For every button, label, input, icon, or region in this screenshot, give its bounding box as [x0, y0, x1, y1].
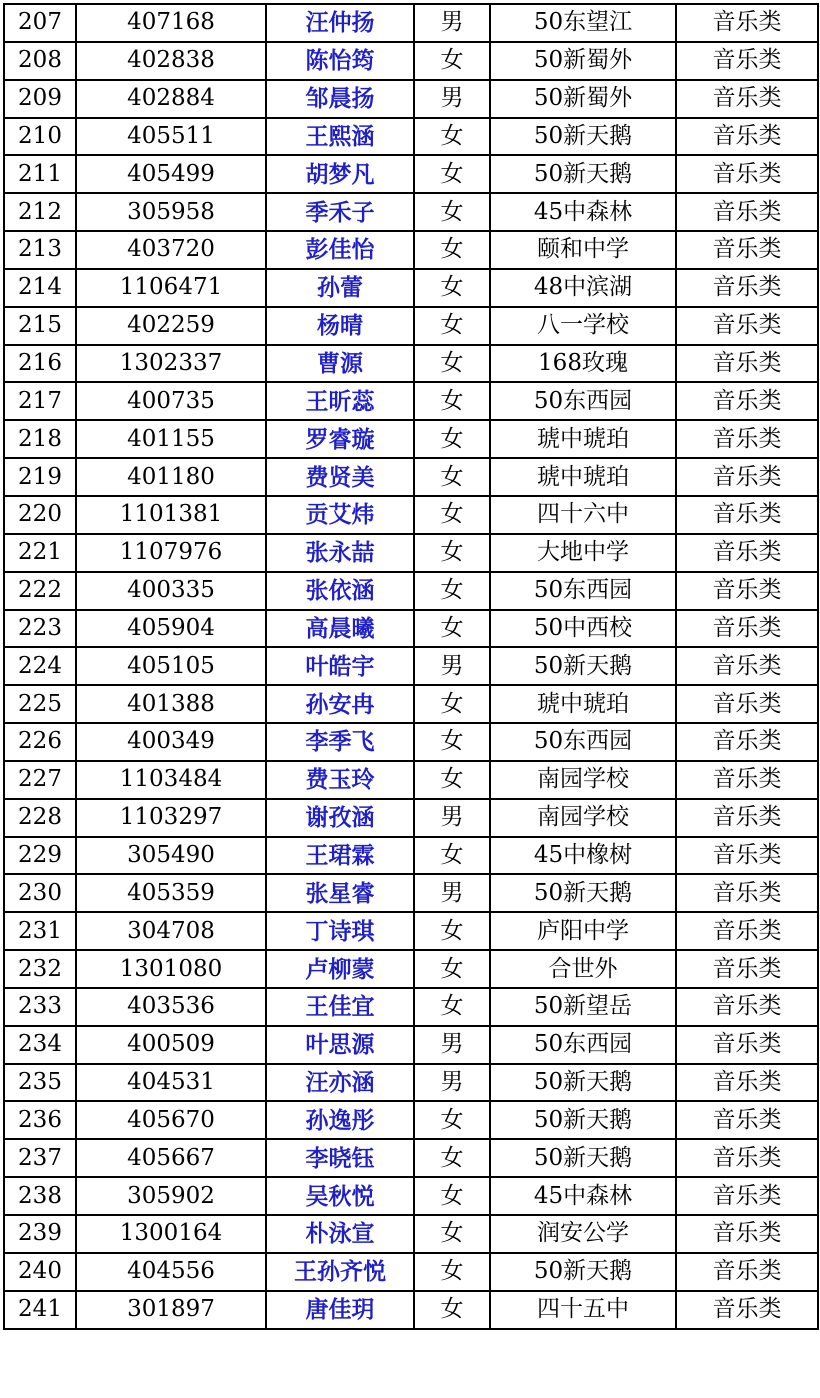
category-cell: 音乐类: [676, 4, 818, 42]
school-cell: 八一学校: [490, 307, 676, 345]
seq-cell: 214: [4, 269, 76, 307]
table-row: [4, 685, 818, 723]
table-row: [4, 269, 818, 307]
category-cell: 音乐类: [676, 874, 818, 912]
seq-cell: 224: [4, 647, 76, 685]
category-cell: 音乐类: [676, 80, 818, 118]
gender-cell: 女: [414, 458, 490, 496]
student-id-cell: 405670: [76, 1101, 266, 1139]
table-row: [4, 345, 818, 383]
school-cell: 颐和中学: [490, 231, 676, 269]
seq-cell: 232: [4, 950, 76, 988]
school-cell: 45中森林: [490, 1177, 676, 1215]
student-id-cell: 405511: [76, 118, 266, 156]
category-cell: 音乐类: [676, 1026, 818, 1064]
gender-cell: 女: [414, 193, 490, 231]
category-cell: 音乐类: [676, 572, 818, 610]
category-cell: 音乐类: [676, 723, 818, 761]
school-cell: 50东西园: [490, 382, 676, 420]
category-cell: 音乐类: [676, 1101, 818, 1139]
category-cell: 音乐类: [676, 1139, 818, 1177]
gender-cell: 女: [414, 950, 490, 988]
school-cell: 合世外: [490, 950, 676, 988]
seq-cell: 241: [4, 1291, 76, 1329]
student-id-cell: 405499: [76, 155, 266, 193]
gender-cell: 女: [414, 1177, 490, 1215]
student-id-cell: 1107976: [76, 534, 266, 572]
school-cell: 50新天鹅: [490, 1064, 676, 1102]
school-cell: 50新天鹅: [490, 1253, 676, 1291]
student-id-cell: 305902: [76, 1177, 266, 1215]
student-name-cell: 罗睿璇: [266, 420, 414, 458]
school-cell: 50新望岳: [490, 988, 676, 1026]
student-name-cell: 陈怡筠: [266, 42, 414, 80]
school-cell: 琥中琥珀: [490, 685, 676, 723]
student-name-cell: 王熙涵: [266, 118, 414, 156]
school-cell: 50东西园: [490, 572, 676, 610]
seq-cell: 219: [4, 458, 76, 496]
student-name-cell: 费贤美: [266, 458, 414, 496]
seq-cell: 208: [4, 42, 76, 80]
gender-cell: 女: [414, 1253, 490, 1291]
table-row: [4, 950, 818, 988]
seq-cell: 236: [4, 1101, 76, 1139]
seq-cell: 234: [4, 1026, 76, 1064]
category-cell: 音乐类: [676, 193, 818, 231]
category-cell: 音乐类: [676, 420, 818, 458]
school-cell: 50新蜀外: [490, 80, 676, 118]
student-name-cell: 张星睿: [266, 874, 414, 912]
seq-cell: 225: [4, 685, 76, 723]
table-row: [4, 837, 818, 875]
student-name-cell: 孙蕾: [266, 269, 414, 307]
gender-cell: 女: [414, 420, 490, 458]
seq-cell: 235: [4, 1064, 76, 1102]
student-id-cell: 305490: [76, 837, 266, 875]
category-cell: 音乐类: [676, 1291, 818, 1329]
student-name-cell: 杨晴: [266, 307, 414, 345]
school-cell: 庐阳中学: [490, 912, 676, 950]
school-cell: 琥中琥珀: [490, 458, 676, 496]
student-name-cell: 季禾子: [266, 193, 414, 231]
gender-cell: 女: [414, 912, 490, 950]
seq-cell: 211: [4, 155, 76, 193]
gender-cell: 女: [414, 1215, 490, 1253]
student-id-cell: 400509: [76, 1026, 266, 1064]
student-name-cell: 唐佳玥: [266, 1291, 414, 1329]
student-name-cell: 丁诗琪: [266, 912, 414, 950]
table-row: [4, 1064, 818, 1102]
gender-cell: 女: [414, 42, 490, 80]
school-cell: 50新天鹅: [490, 118, 676, 156]
student-id-cell: 404556: [76, 1253, 266, 1291]
table-row: [4, 496, 818, 534]
gender-cell: 女: [414, 269, 490, 307]
table-row: [4, 761, 818, 799]
table-row: [4, 4, 818, 42]
category-cell: 音乐类: [676, 42, 818, 80]
student-id-cell: 301897: [76, 1291, 266, 1329]
table-row: [4, 874, 818, 912]
table-row: [4, 723, 818, 761]
category-cell: 音乐类: [676, 1177, 818, 1215]
seq-cell: 231: [4, 912, 76, 950]
gender-cell: 女: [414, 231, 490, 269]
school-cell: 南园学校: [490, 799, 676, 837]
seq-cell: 237: [4, 1139, 76, 1177]
table-row: [4, 647, 818, 685]
seq-cell: 210: [4, 118, 76, 156]
gender-cell: 男: [414, 874, 490, 912]
seq-cell: 207: [4, 4, 76, 42]
table-row: [4, 1101, 818, 1139]
student-name-cell: 张永喆: [266, 534, 414, 572]
student-name-cell: 李晓钰: [266, 1139, 414, 1177]
gender-cell: 女: [414, 723, 490, 761]
seq-cell: 238: [4, 1177, 76, 1215]
student-name-cell: 汪仲扬: [266, 4, 414, 42]
student-id-cell: 1302337: [76, 345, 266, 383]
student-id-cell: 1301080: [76, 950, 266, 988]
category-cell: 音乐类: [676, 950, 818, 988]
school-cell: 168玫瑰: [490, 345, 676, 383]
seq-cell: 227: [4, 761, 76, 799]
student-id-cell: 407168: [76, 4, 266, 42]
seq-cell: 223: [4, 610, 76, 648]
student-id-cell: 403720: [76, 231, 266, 269]
student-name-cell: 汪亦涵: [266, 1064, 414, 1102]
seq-cell: 226: [4, 723, 76, 761]
student-name-cell: 王孙齐悦: [266, 1253, 414, 1291]
gender-cell: 男: [414, 1026, 490, 1064]
table-body: [4, 4, 818, 1329]
gender-cell: 女: [414, 496, 490, 534]
table-row: [4, 1139, 818, 1177]
gender-cell: 女: [414, 1291, 490, 1329]
student-id-cell: 405359: [76, 874, 266, 912]
student-id-cell: 305958: [76, 193, 266, 231]
gender-cell: 女: [414, 155, 490, 193]
student-name-cell: 卢柳蒙: [266, 950, 414, 988]
seq-cell: 233: [4, 988, 76, 1026]
student-id-cell: 401155: [76, 420, 266, 458]
student-name-cell: 王昕蕊: [266, 382, 414, 420]
student-id-cell: 304708: [76, 912, 266, 950]
gender-cell: 女: [414, 988, 490, 1026]
student-name-cell: 吴秋悦: [266, 1177, 414, 1215]
gender-cell: 女: [414, 382, 490, 420]
student-name-cell: 费玉玲: [266, 761, 414, 799]
student-name-cell: 邹晨扬: [266, 80, 414, 118]
table-row: [4, 1291, 818, 1329]
table-row: [4, 231, 818, 269]
table-row: [4, 1215, 818, 1253]
student-id-cell: 405105: [76, 647, 266, 685]
school-cell: 大地中学: [490, 534, 676, 572]
seq-cell: 220: [4, 496, 76, 534]
gender-cell: 男: [414, 647, 490, 685]
table-row: [4, 1026, 818, 1064]
student-id-cell: 405904: [76, 610, 266, 648]
gender-cell: 女: [414, 572, 490, 610]
gender-cell: 女: [414, 610, 490, 648]
student-name-cell: 谢孜涵: [266, 799, 414, 837]
seq-cell: 222: [4, 572, 76, 610]
category-cell: 音乐类: [676, 231, 818, 269]
school-cell: 48中滨湖: [490, 269, 676, 307]
table-row: [4, 458, 818, 496]
gender-cell: 女: [414, 1101, 490, 1139]
category-cell: 音乐类: [676, 1064, 818, 1102]
school-cell: 50新天鹅: [490, 155, 676, 193]
student-name-cell: 叶思源: [266, 1026, 414, 1064]
school-cell: 四十六中: [490, 496, 676, 534]
student-id-cell: 400349: [76, 723, 266, 761]
student-id-cell: 402884: [76, 80, 266, 118]
school-cell: 50新天鹅: [490, 647, 676, 685]
table-row: [4, 382, 818, 420]
table-row: [4, 420, 818, 458]
student-id-cell: 405667: [76, 1139, 266, 1177]
student-id-cell: 403536: [76, 988, 266, 1026]
student-id-cell: 1300164: [76, 1215, 266, 1253]
student-id-cell: 401388: [76, 685, 266, 723]
category-cell: 音乐类: [676, 382, 818, 420]
school-cell: 50新天鹅: [490, 1101, 676, 1139]
category-cell: 音乐类: [676, 155, 818, 193]
seq-cell: 240: [4, 1253, 76, 1291]
gender-cell: 女: [414, 761, 490, 799]
table-row: [4, 534, 818, 572]
table-row: [4, 572, 818, 610]
student-name-cell: 彭佳怡: [266, 231, 414, 269]
school-cell: 南园学校: [490, 761, 676, 799]
table-row: [4, 118, 818, 156]
gender-cell: 女: [414, 118, 490, 156]
student-name-cell: 张依涵: [266, 572, 414, 610]
gender-cell: 女: [414, 1139, 490, 1177]
gender-cell: 女: [414, 534, 490, 572]
student-name-cell: 叶皓宇: [266, 647, 414, 685]
table-row: [4, 193, 818, 231]
category-cell: 音乐类: [676, 988, 818, 1026]
seq-cell: 215: [4, 307, 76, 345]
student-name-cell: 朴泳宣: [266, 1215, 414, 1253]
student-name-cell: 曹源: [266, 345, 414, 383]
category-cell: 音乐类: [676, 610, 818, 648]
table-row: [4, 1177, 818, 1215]
student-name-cell: 贡艾炜: [266, 496, 414, 534]
school-cell: 45中森林: [490, 193, 676, 231]
seq-cell: 218: [4, 420, 76, 458]
category-cell: 音乐类: [676, 799, 818, 837]
gender-cell: 女: [414, 685, 490, 723]
student-id-cell: 1101381: [76, 496, 266, 534]
student-name-cell: 李季飞: [266, 723, 414, 761]
school-cell: 四十五中: [490, 1291, 676, 1329]
seq-cell: 230: [4, 874, 76, 912]
student-name-cell: 高晨曦: [266, 610, 414, 648]
student-id-cell: 400335: [76, 572, 266, 610]
category-cell: 音乐类: [676, 647, 818, 685]
seq-cell: 212: [4, 193, 76, 231]
gender-cell: 女: [414, 837, 490, 875]
seq-cell: 229: [4, 837, 76, 875]
category-cell: 音乐类: [676, 118, 818, 156]
student-name-cell: 孙安冉: [266, 685, 414, 723]
student-name-cell: 王佳宜: [266, 988, 414, 1026]
category-cell: 音乐类: [676, 685, 818, 723]
school-cell: 琥中琥珀: [490, 420, 676, 458]
gender-cell: 男: [414, 4, 490, 42]
student-roster-table: [3, 3, 819, 1330]
school-cell: 50东西园: [490, 723, 676, 761]
table-row: [4, 307, 818, 345]
student-name-cell: 王珺霖: [266, 837, 414, 875]
table-row: [4, 610, 818, 648]
student-id-cell: 1106471: [76, 269, 266, 307]
category-cell: 音乐类: [676, 345, 818, 383]
school-cell: 50中西校: [490, 610, 676, 648]
table-row: [4, 799, 818, 837]
student-id-cell: 404531: [76, 1064, 266, 1102]
gender-cell: 女: [414, 307, 490, 345]
gender-cell: 女: [414, 345, 490, 383]
seq-cell: 221: [4, 534, 76, 572]
table-row: [4, 1253, 818, 1291]
school-cell: 50新天鹅: [490, 874, 676, 912]
table-row: [4, 988, 818, 1026]
table-row: [4, 80, 818, 118]
student-id-cell: 402838: [76, 42, 266, 80]
category-cell: 音乐类: [676, 1253, 818, 1291]
school-cell: 45中橡树: [490, 837, 676, 875]
category-cell: 音乐类: [676, 496, 818, 534]
student-id-cell: 1103297: [76, 799, 266, 837]
category-cell: 音乐类: [676, 912, 818, 950]
table-row: [4, 912, 818, 950]
student-name-cell: 孙逸彤: [266, 1101, 414, 1139]
category-cell: 音乐类: [676, 761, 818, 799]
category-cell: 音乐类: [676, 307, 818, 345]
gender-cell: 男: [414, 799, 490, 837]
student-id-cell: 401180: [76, 458, 266, 496]
category-cell: 音乐类: [676, 837, 818, 875]
category-cell: 音乐类: [676, 269, 818, 307]
gender-cell: 男: [414, 1064, 490, 1102]
seq-cell: 239: [4, 1215, 76, 1253]
category-cell: 音乐类: [676, 1215, 818, 1253]
student-id-cell: 1103484: [76, 761, 266, 799]
category-cell: 音乐类: [676, 458, 818, 496]
seq-cell: 228: [4, 799, 76, 837]
school-cell: 50东望江: [490, 4, 676, 42]
gender-cell: 男: [414, 80, 490, 118]
school-cell: 50新天鹅: [490, 1139, 676, 1177]
seq-cell: 217: [4, 382, 76, 420]
seq-cell: 209: [4, 80, 76, 118]
school-cell: 50新蜀外: [490, 42, 676, 80]
table-row: [4, 42, 818, 80]
school-cell: 润安公学: [490, 1215, 676, 1253]
school-cell: 50东西园: [490, 1026, 676, 1064]
seq-cell: 216: [4, 345, 76, 383]
student-id-cell: 402259: [76, 307, 266, 345]
seq-cell: 213: [4, 231, 76, 269]
student-name-cell: 胡梦凡: [266, 155, 414, 193]
category-cell: 音乐类: [676, 534, 818, 572]
table-row: [4, 155, 818, 193]
student-id-cell: 400735: [76, 382, 266, 420]
